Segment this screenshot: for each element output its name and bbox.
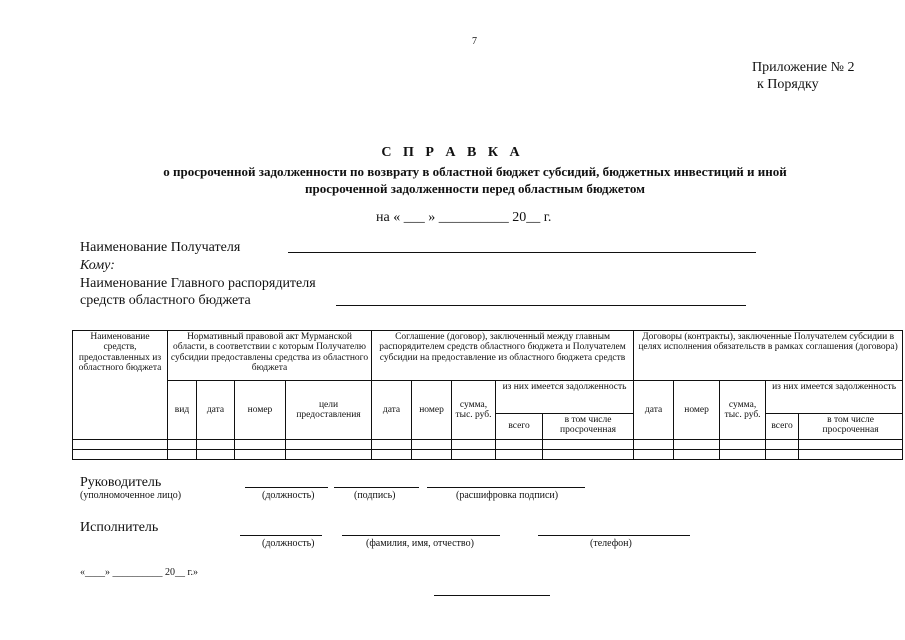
executor-fio-caption: (фамилия, имя, отчество) xyxy=(366,538,474,549)
col-agr-overdue: в том числе просроченная xyxy=(543,414,634,440)
signature-date: «____» __________ 20__ г.» xyxy=(80,567,198,578)
subtitle-line2: просроченной задолженности перед областным бюджетом xyxy=(305,181,645,196)
col-agr-date: дата xyxy=(372,381,412,440)
col-act-vid: вид xyxy=(168,381,197,440)
col-con-sum: сумма, тыс. руб. xyxy=(720,381,766,440)
col-agr-number: номер xyxy=(412,381,452,440)
document-title: С П Р А В К А xyxy=(381,145,524,160)
executor-phone-field[interactable] xyxy=(538,535,690,536)
col-con-overdue: в том числе просроченная xyxy=(799,414,903,440)
head-position-field[interactable] xyxy=(245,487,328,488)
col-agr-sum: сумма, тыс. руб. xyxy=(452,381,496,440)
manager-label-line1: Наименование Главного распорядителя xyxy=(80,276,316,291)
col-con-total: всего xyxy=(766,414,799,440)
col-agr-total: всего xyxy=(496,414,543,440)
executor-fio-field[interactable] xyxy=(342,535,500,536)
to-label: Кому: xyxy=(80,258,115,273)
col-con-date: дата xyxy=(634,381,674,440)
manager-field[interactable] xyxy=(336,305,746,306)
col-act-purpose: цели предоставления xyxy=(286,381,372,440)
executor-label: Исполнитель xyxy=(80,520,159,535)
col-con-number: номер xyxy=(674,381,720,440)
col-agr-debt: из них имеется задолженность xyxy=(496,381,634,414)
group-agreement: Соглашение (договор), заключенный между главным распорядителем средств областного бюджета и Получателем субсидии на предоставление из областного бюджета средств xyxy=(372,331,634,381)
head-signature-field[interactable] xyxy=(334,487,419,488)
col-act-date: дата xyxy=(197,381,235,440)
table-row xyxy=(73,440,903,450)
page-number: 7 xyxy=(472,36,477,47)
appendix-line2: к Порядку xyxy=(757,77,819,92)
debt-table xyxy=(72,330,903,460)
head-position-caption: (должность) xyxy=(262,490,315,501)
footer-separator xyxy=(434,595,550,596)
table-row xyxy=(73,450,903,460)
head-decoding-field[interactable] xyxy=(427,487,585,488)
col-act-number: номер xyxy=(235,381,286,440)
as-of-date: на « ___ » __________ 20__ г. xyxy=(376,210,552,225)
head-note: (уполномоченное лицо) xyxy=(80,490,182,501)
head-label: Руководитель xyxy=(80,475,162,490)
executor-position-caption: (должность) xyxy=(262,538,315,549)
subtitle-line1: о просроченной задолженности по возврату в областной бюджет субсидий, бюджетных инвестиций и иной xyxy=(163,164,787,179)
appendix-line1: Приложение № 2 xyxy=(752,60,855,75)
group-legal-act: Нормативный правовой акт Мурманской области, в соответствии с которым Получателю субсидии предоставлены средства из областного бюджета xyxy=(168,331,372,381)
head-decoding-caption: (расшифровка подписи) xyxy=(456,490,559,501)
group-contracts: Договоры (контракты), заключенные Получателем субсидии в целях исполнения обязательств в рамках соглашения (договора) xyxy=(634,331,903,381)
col-funds-name: Наименование средств, предоставленных из областного бюджета xyxy=(73,331,168,440)
executor-position-field[interactable] xyxy=(240,535,322,536)
recipient-field[interactable] xyxy=(288,252,756,253)
executor-phone-caption: (телефон) xyxy=(590,538,632,549)
manager-label-line2: средств областного бюджета xyxy=(80,293,251,308)
col-con-debt: из них имеется задолженность xyxy=(766,381,903,414)
head-signature-caption: (подпись) xyxy=(354,490,396,501)
recipient-label: Наименование Получателя xyxy=(80,240,241,255)
